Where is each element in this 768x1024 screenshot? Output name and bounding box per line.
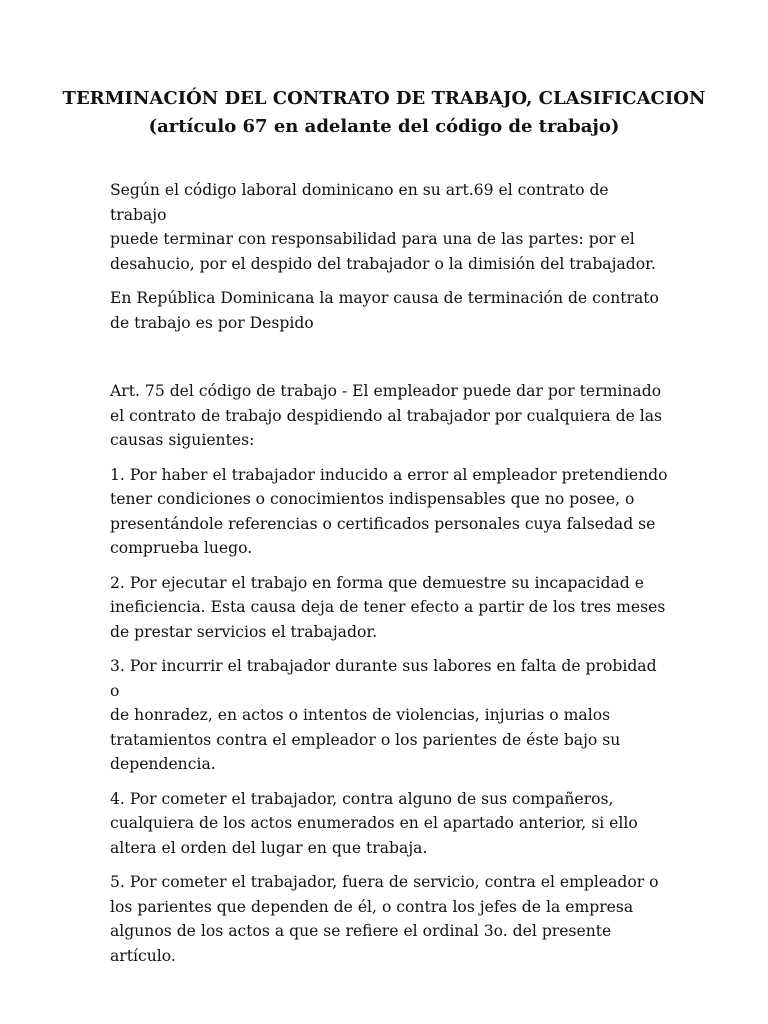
text-line: tratamientos contra el empleador o los parientes de éste bajo su bbox=[110, 730, 621, 749]
text-line: los parientes que dependen de él, o contra los jefes de la empresa bbox=[110, 897, 634, 916]
text-line: 4. Por cometer el trabajador, contra alguno de sus compañeros, bbox=[110, 789, 614, 808]
text-line: desahucio, por el despido del trabajador o la dimisión del trabajador. bbox=[110, 254, 656, 273]
text-line: algunos de los actos a que se refiere el ordinal 3o. del presente artículo. bbox=[110, 922, 612, 965]
text-line: cualquiera de los actos enumerados en el apartado anterior, si ello bbox=[110, 814, 638, 832]
text-line: 1. Por haber el trabajador inducido a error al empleador pretendiendo bbox=[110, 465, 668, 484]
text-line: presentándole referencias o certificados personales cuya falsedad se bbox=[110, 514, 656, 533]
text-line: ineficiencia. Esta causa deja de tener efecto a partir de los tres meses bbox=[110, 598, 666, 616]
cause-item-1 bbox=[110, 463, 670, 561]
intro-paragraph-2 bbox=[110, 286, 670, 335]
text-line: tener condiciones o conocimientos indispensables que no posee, o bbox=[110, 490, 635, 508]
text-line: de prestar servicios el trabajador. bbox=[110, 622, 378, 641]
cause-item-3 bbox=[110, 654, 670, 777]
document-body bbox=[110, 178, 670, 968]
article-heading bbox=[110, 379, 670, 453]
text-line: 3. Por incurrir el trabajador durante sus labores en falta de probidad o bbox=[110, 657, 657, 700]
document-title bbox=[60, 85, 708, 141]
text-line: Art. 75 del código de trabajo - El empleador puede dar por terminado bbox=[110, 382, 662, 400]
title-line-2: (artículo 67 en adelante del código de trabajo) bbox=[148, 116, 620, 137]
text-line: de honradez, en actos o intentos de violencias, injurias o malos bbox=[110, 706, 611, 724]
text-line: Según el código laboral dominicano en su art.69 el contrato de trabajo bbox=[110, 181, 609, 224]
cause-item-5 bbox=[110, 870, 670, 968]
text-line: comprueba luego. bbox=[110, 539, 253, 557]
text-line: En República Dominicana la mayor causa de terminación de contrato bbox=[110, 289, 659, 307]
cause-item-4 bbox=[110, 787, 670, 861]
text-line: 5. Por cometer el trabajador, fuera de servicio, contra el empleador o bbox=[110, 873, 659, 891]
text-line: el contrato de trabajo despidiendo al trabajador por cualquiera de las bbox=[110, 406, 663, 425]
text-line: de trabajo es por Despido bbox=[110, 313, 314, 332]
cause-item-2 bbox=[110, 571, 670, 645]
text-line: causas siguientes: bbox=[110, 431, 255, 449]
text-line: 2. Por ejecutar el trabajo en forma que demuestre su incapacidad e bbox=[110, 573, 644, 592]
title-line-1: TERMINACIÓN DEL CONTRATO DE TRABAJO, CLASIFICACION bbox=[62, 88, 706, 109]
text-line: altera el orden del lugar en que trabaja. bbox=[110, 838, 428, 857]
text-line: dependencia. bbox=[110, 755, 216, 773]
text-line: puede terminar con responsabilidad para una de las partes: por el bbox=[110, 230, 635, 248]
intro-paragraph-1 bbox=[110, 178, 670, 276]
